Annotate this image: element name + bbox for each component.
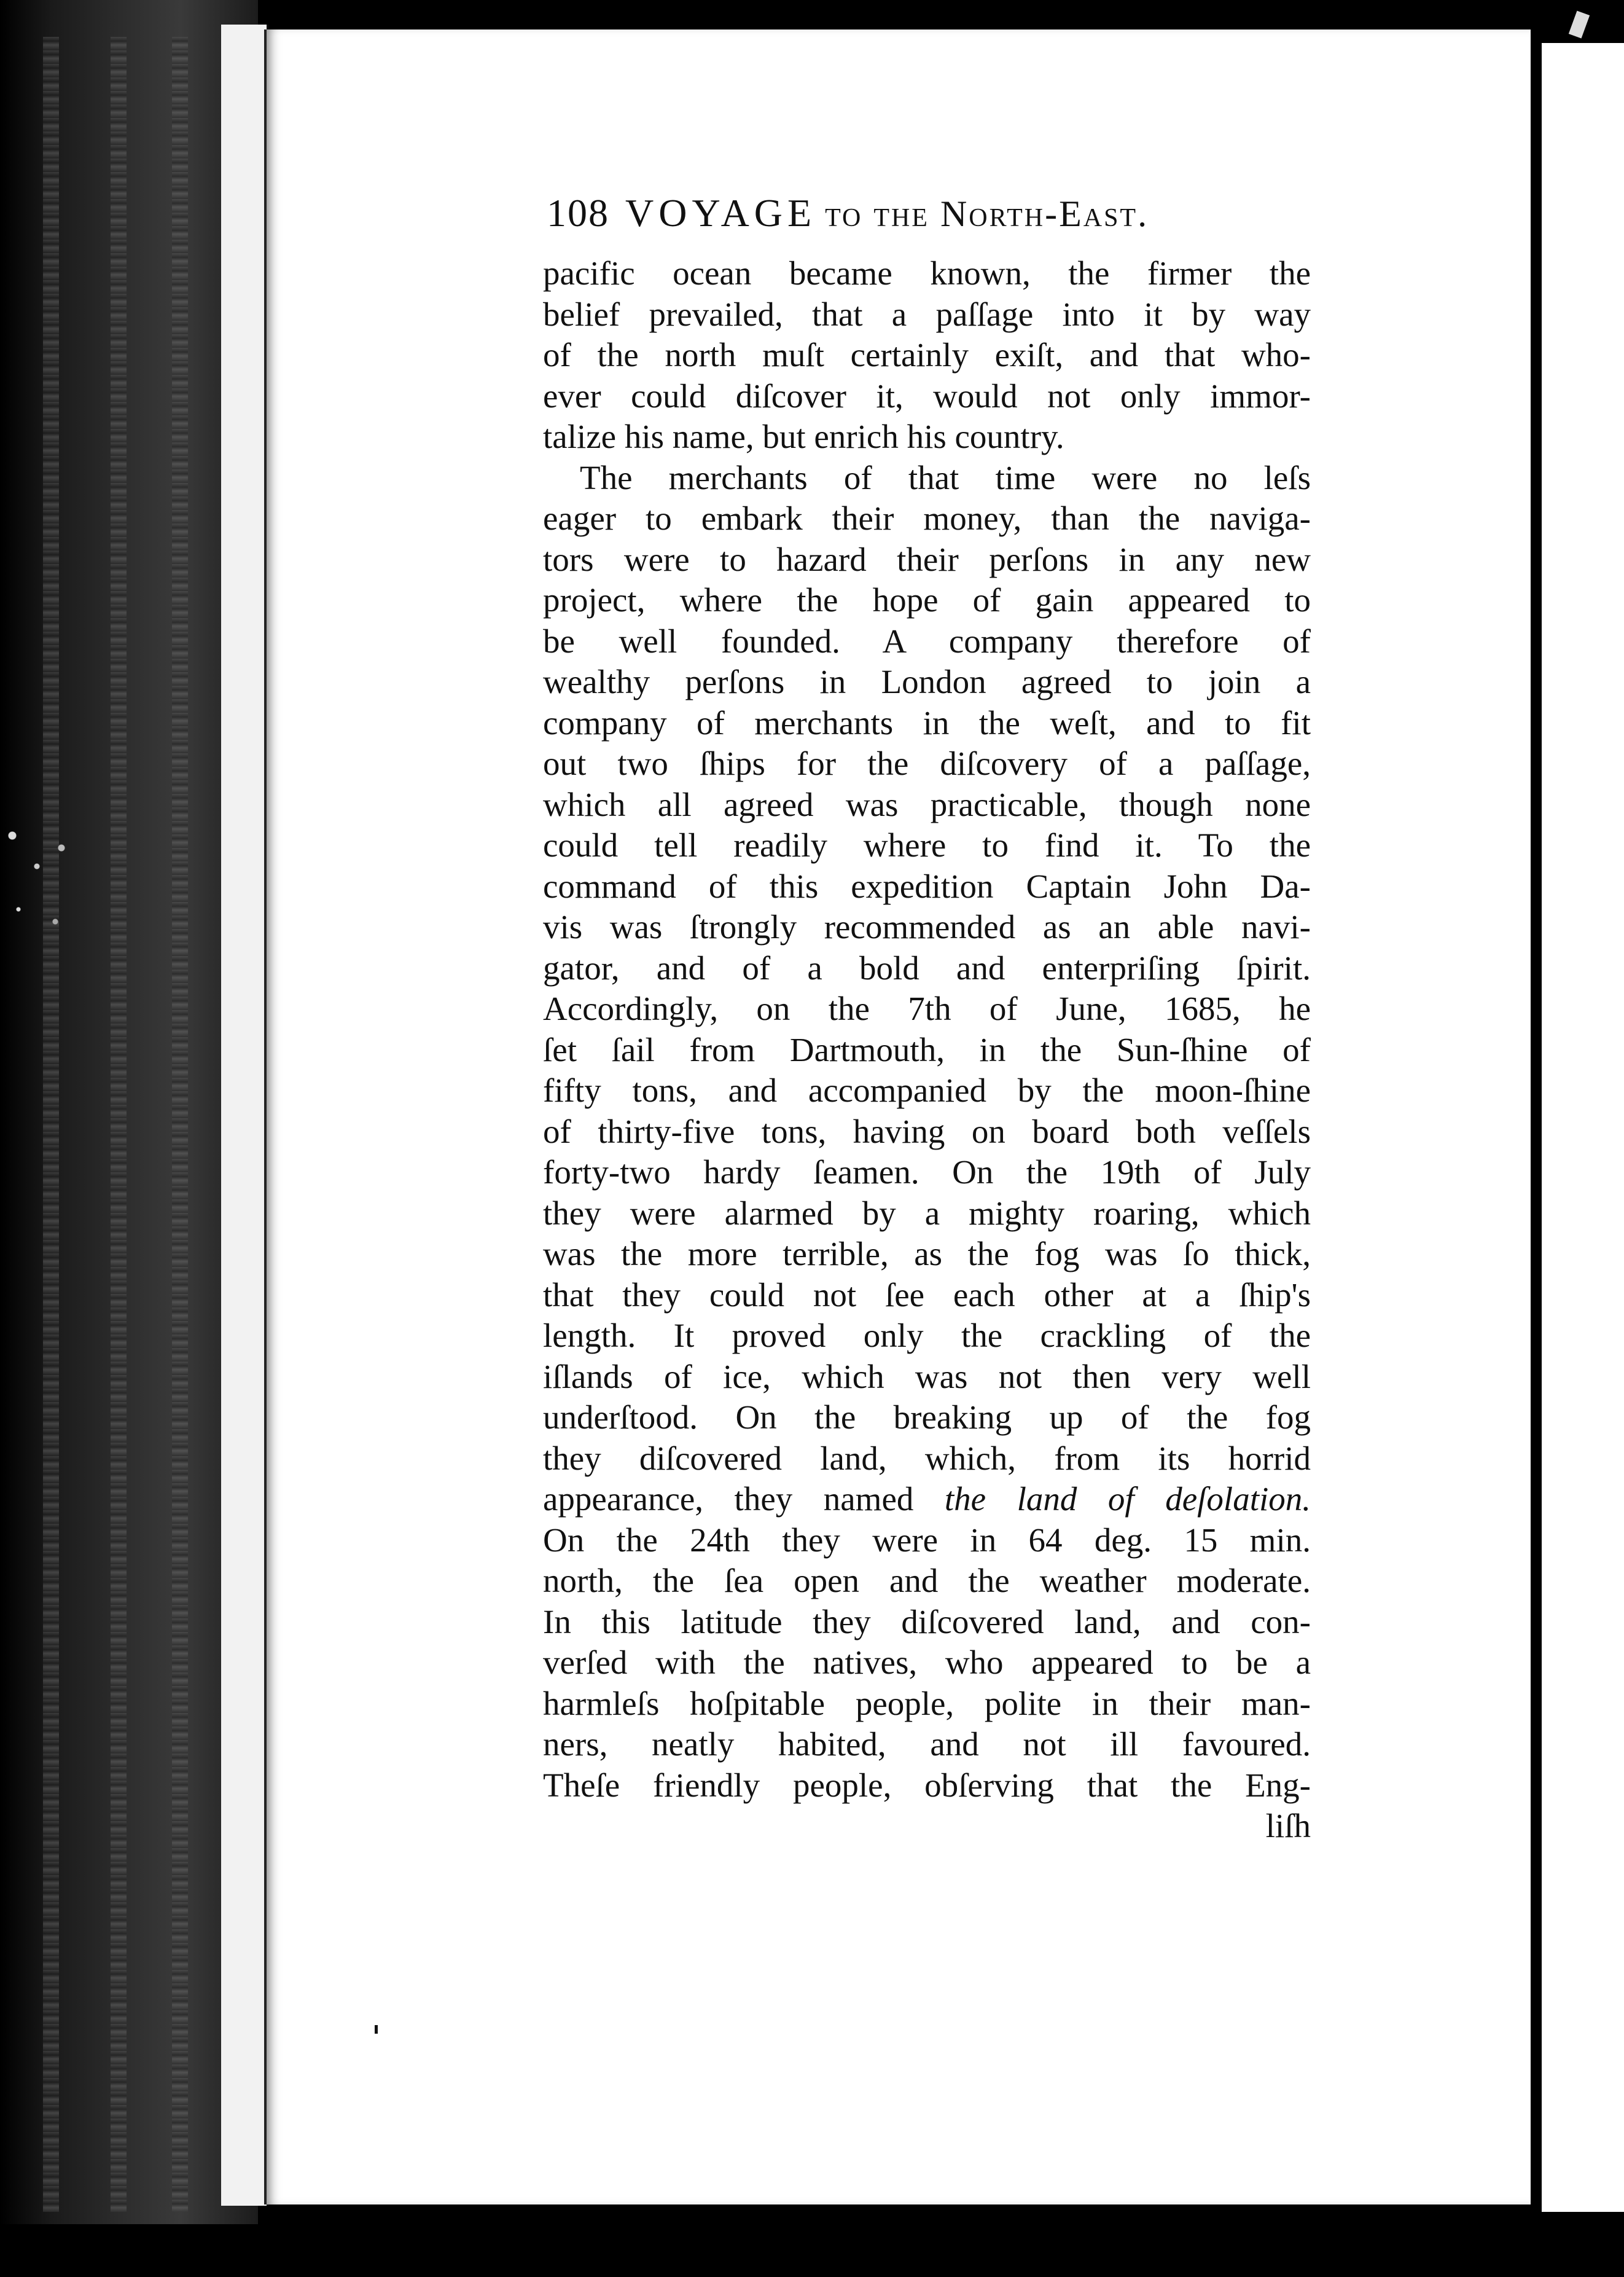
text-line-with-italic [543, 1479, 1311, 1520]
running-title: VOYAGE [625, 191, 817, 235]
text-line: of thirty-five tons, having on board both veſſels [543, 1112, 1311, 1150]
text-line: was the more terrible, as the fog was ſo thick, [543, 1235, 1311, 1272]
text-line: eager to embark their money, than the naviga- [543, 500, 1311, 537]
page-body-text [543, 253, 1311, 1847]
text-segment: appearance, they named [543, 1480, 914, 1518]
ink-mark [375, 2025, 378, 2034]
text-line: belief prevailed, that a paſſage into it by way [543, 295, 1311, 333]
binding-texture [111, 37, 127, 2212]
text-line: they were alarmed by a mighty roaring, which [543, 1194, 1311, 1232]
book-binding [0, 0, 258, 2277]
text-line: north, the ſea open and the weather moderate. [543, 1562, 1311, 1599]
scan-artifact [1569, 10, 1590, 38]
text-line: tors were to hazard their perſons in any new [543, 540, 1311, 578]
page-number: 108 [547, 191, 609, 235]
text-line: talize his name, but enrich his country. [543, 418, 1064, 455]
text-line: pacific ocean became known, the firmer the [543, 254, 1311, 292]
running-subtitle: to the North-East. [825, 194, 1149, 234]
text-line: Accordingly, on the 7th of June, 1685, he [543, 990, 1311, 1027]
text-line: ſet ſail from Dartmouth, in the Sun-ſhine of [543, 1030, 1311, 1068]
scan-border [0, 2224, 1624, 2277]
book-gutter [1531, 0, 1542, 2277]
italic-phrase: the land of deſolation. [944, 1480, 1311, 1518]
catchword: liſh [1265, 1807, 1311, 1844]
text-line: of the north muſt certainly exiſt, and that who- [543, 336, 1311, 374]
text-line: company of merchants in the weſt, and to fit [543, 703, 1311, 742]
text-line: ners, neatly habited, and not ill favoured. [543, 1725, 1311, 1763]
text-line: they diſcovered land, which, from its horrid [543, 1439, 1311, 1477]
running-header [547, 190, 1339, 246]
facing-page [1542, 43, 1624, 2212]
text-line: harmleſs hoſpitable people, polite in their man- [543, 1684, 1311, 1722]
text-line: ever could diſcover it, would not only immor- [543, 377, 1311, 415]
text-line: which all agreed was practicable, though none [543, 785, 1311, 823]
text-line: gator, and of a bold and enterpriſing ſpirit. [543, 949, 1311, 987]
text-line: be well founded. A company therefore of [543, 622, 1311, 660]
binding-texture [172, 37, 188, 2212]
text-line: project, where the hope of gain appeared to [543, 581, 1311, 619]
text-line: On the 24th they were in 64 deg. 15 min. [543, 1521, 1311, 1559]
text-line: fifty tons, and accompanied by the moon-ſhine [543, 1072, 1311, 1109]
text-line: command of this expedition Captain John Da- [543, 867, 1311, 905]
paper-specks [0, 817, 80, 952]
text-line: length. It proved only the crackling of the [543, 1317, 1311, 1354]
text-line: that they could not ſee each other at a ſhip's [543, 1276, 1311, 1314]
text-line: vis was ſtrongly recommended as an able navi- [543, 908, 1311, 946]
text-line: The merchants of that time were no leſs [580, 458, 1311, 496]
text-line: In this latitude they diſcovered land, and con- [543, 1602, 1311, 1640]
text-line: forty-two hardy ſeamen. On the 19th of July [543, 1153, 1311, 1191]
text-line: out two ſhips for the diſcovery of a paſſage, [543, 745, 1311, 782]
binding-texture [43, 37, 59, 2212]
text-line: Theſe friendly people, obſerving that the Eng- [543, 1766, 1311, 1804]
text-line: wealthy perſons in London agreed to join a [543, 663, 1311, 700]
text-line: underſtood. On the breaking up of the fog [543, 1398, 1311, 1436]
text-line: iſlands of ice, which was not then very well [543, 1357, 1311, 1395]
page-edge [221, 25, 248, 2206]
text-line: verſed with the natives, who appeared to be a [543, 1644, 1311, 1681]
text-line: could tell readily where to find it. To the [543, 826, 1311, 864]
